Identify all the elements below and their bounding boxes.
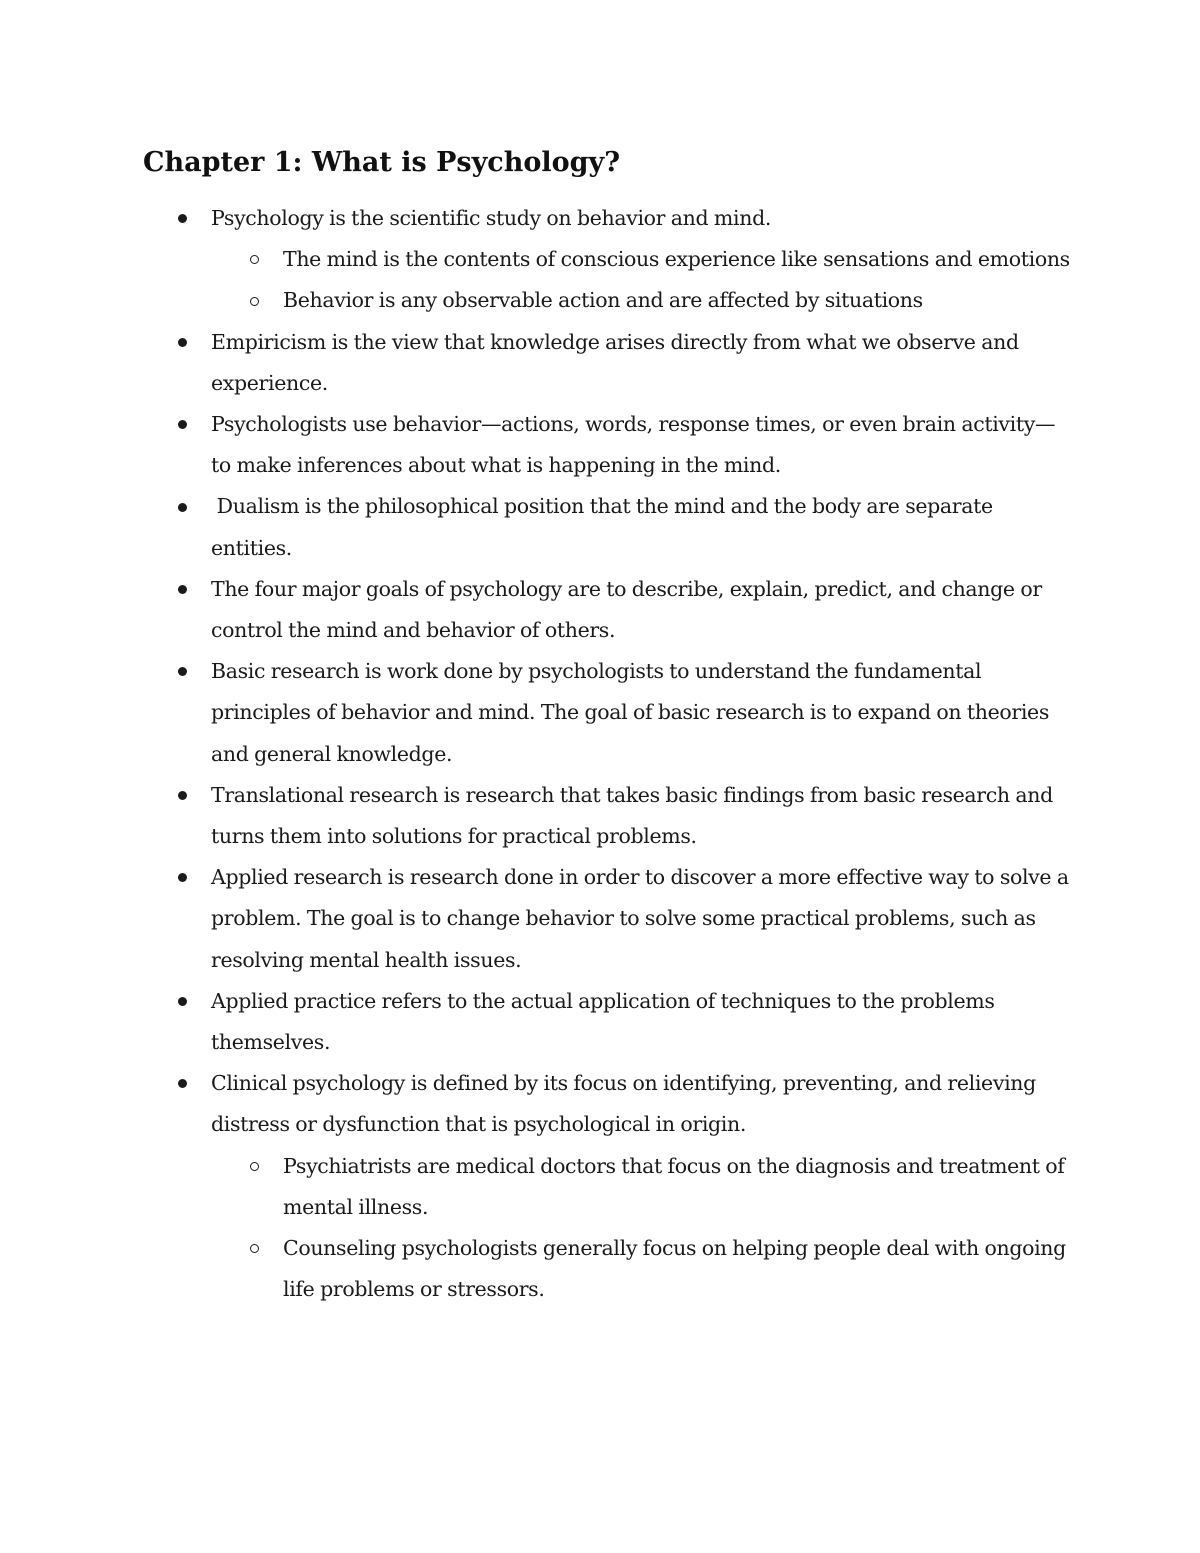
- sub-list-item-text: Counseling psychologists generally focus on helping people deal with ongoing life problems or stressors.: [283, 1236, 1066, 1302]
- list-item-text: Psychologists use behavior—actions, words, response times, or even brain activity—to make inferences about what is happening in the mind.: [211, 412, 1056, 478]
- sub-list-item: [0, 1228, 1200, 1310]
- bullet-dot-icon: [174, 198, 190, 239]
- list-item: [0, 981, 1200, 1063]
- list-item-text: Basic research is work done by psychologists to understand the fundamental principles of behavior and mind. The goal of basic research is to expand on theories and general knowledge.: [211, 659, 1050, 766]
- list-item-text: Clinical psychology is defined by its focus on identifying, preventing, and relieving distress or dysfunction that is psychological in origin.: [211, 1071, 1036, 1137]
- list-item: [0, 404, 1200, 486]
- list-item-text: Translational research is research that takes basic findings from basic research and turns them into solutions for practical problems.: [211, 782, 1053, 849]
- bullet-dot-icon: [174, 1063, 190, 1104]
- bullet-ring-icon: [246, 239, 262, 280]
- list-item: [0, 322, 1200, 404]
- bullet-dot-icon: [174, 569, 190, 610]
- list-item: [0, 198, 1200, 239]
- page-title: Chapter 1: What is Psychology?: [143, 147, 621, 178]
- list-item: [0, 651, 1200, 775]
- sub-list-item: [0, 239, 1200, 280]
- bullet-dot-icon: [174, 775, 190, 816]
- list-item: [0, 569, 1200, 651]
- bullet-dot-icon: [174, 651, 190, 692]
- bullet-dot-icon: [174, 981, 190, 1022]
- list-item-text: The four major goals of psychology are to describe, explain, predict, and change or control the mind and behavior of others.: [211, 576, 1042, 643]
- list-item-text: Applied research is research done in order to discover a more effective way to solve a problem. The goal is to change behavior to solve some practical problems, such as resolving mental health issues.: [211, 865, 1069, 972]
- list-item: [0, 1063, 1200, 1145]
- list-item-text: Empiricism is the view that knowledge arises directly from what we observe and experience.: [211, 329, 1019, 395]
- list-item: [0, 775, 1200, 857]
- bullet-dot-icon: [174, 857, 190, 898]
- list-item-text: Dualism is the philosophical position that the mind and the body are separate entities.: [211, 494, 999, 560]
- list-item-text: Psychology is the scientific study on behavior and mind.: [211, 206, 772, 230]
- sub-list-item-text: The mind is the contents of conscious experience like sensations and emotions: [283, 247, 1070, 272]
- sub-list-item-text: Behavior is any observable action and are affected by situations: [283, 288, 923, 313]
- bullet-ring-icon: [246, 1228, 262, 1269]
- bullet-ring-icon: [246, 280, 262, 321]
- notes-list: [0, 198, 1200, 1310]
- sub-list-item-text: Psychiatrists are medical doctors that focus on the diagnosis and treatment of mental illness.: [283, 1153, 1065, 1219]
- list-item: [0, 857, 1200, 981]
- sub-list-item: [0, 280, 1200, 321]
- bullet-dot-icon: [174, 322, 190, 363]
- sub-list-item: [0, 1146, 1200, 1228]
- bullet-ring-icon: [246, 1146, 262, 1187]
- bullet-dot-icon: [174, 404, 190, 445]
- list-item: [0, 486, 1200, 568]
- list-item-text: Applied practice refers to the actual application of techniques to the problems themselves.: [211, 988, 995, 1055]
- bullet-dot-icon: [174, 486, 190, 527]
